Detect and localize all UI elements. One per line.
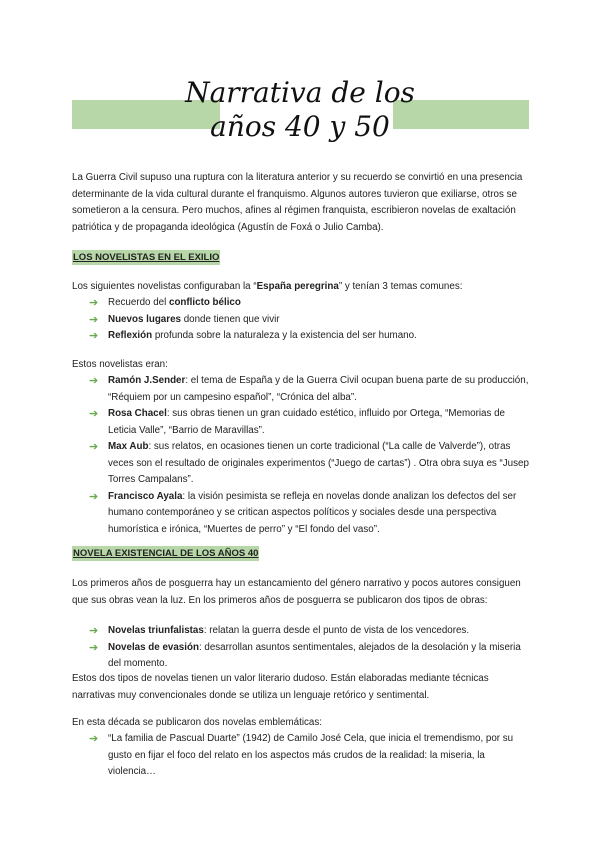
exile-lead-pre: Los siguientes novelistas configuraban la “ bbox=[72, 281, 257, 292]
list-item bbox=[72, 295, 532, 312]
themes-list bbox=[72, 295, 532, 345]
theme-bold: Nuevos lugares bbox=[108, 313, 181, 325]
theme-pre: Recuerdo del bbox=[108, 297, 169, 308]
list-item bbox=[72, 373, 532, 406]
arrow-right-icon: ➔ bbox=[89, 490, 99, 503]
list-item bbox=[72, 731, 532, 781]
arrow-right-icon: ➔ bbox=[89, 733, 99, 745]
section-heading-existential: NOVELA EXISTENCIAL DE LOS AÑOS 40 bbox=[73, 548, 259, 559]
author-text: : el tema de España y de la Guerra Civil ocupan buena parte de su producción, “Réquiem por un campesino español”, “Crónica del alba”. bbox=[108, 375, 529, 403]
page-title bbox=[160, 76, 440, 144]
authors-list bbox=[72, 373, 532, 538]
authors-lead: Estos novelistas eran: bbox=[72, 359, 168, 370]
arrow-right-icon: ➔ bbox=[89, 625, 99, 637]
emblematic-text: “La familia de Pascual Duarte” (1942) de Camilo José Cela, que inicia el tremendismo, por su gusto en fijar el foco del relato en los aspectos más crudos de la realidad: la miseria, la violencia… bbox=[108, 733, 514, 777]
arrow-right-icon: ➔ bbox=[89, 641, 99, 654]
author-text: : sus obras tienen un gran cuidado estético, influido por Ortega, “Memorias de Leticia Valle”, “Barrio de Maravillas”. bbox=[108, 408, 505, 436]
exile-lead-bold: España peregrina bbox=[256, 281, 339, 292]
arrow-right-icon: ➔ bbox=[89, 297, 99, 309]
author-name: Francisco Ayala bbox=[108, 490, 183, 502]
list-item bbox=[72, 439, 532, 489]
theme-post: profunda sobre la naturaleza y la existencia del ser humano. bbox=[152, 330, 417, 341]
arrow-right-icon: ➔ bbox=[89, 330, 99, 342]
existential-lead: Los primeros años de posguerra hay un estancamiento del género narrativo y pocos autores consiguen que sus obras vean la luz. En los primeros años de posguerra se publicaron dos tipos de obras: bbox=[72, 578, 521, 606]
emblematic-list bbox=[72, 731, 532, 781]
type-text: : relatan la guerra desde el punto de vista de los vencedores. bbox=[203, 625, 470, 636]
author-text: : sus relatos, en ocasiones tienen un corte tradicional (“La calle de Valverde”), otras veces son el resultado de originales experimentos (“Juego de cartas”) . Otra obra suya es “Jusep Torres Campalans”. bbox=[108, 441, 529, 485]
theme-bold: Reflexión bbox=[108, 330, 153, 341]
exile-lead-post: ” y tenían 3 temas comunes: bbox=[338, 281, 463, 292]
author-name: Max Aub bbox=[108, 441, 149, 452]
title-line-1: Narrativa de los bbox=[185, 76, 415, 109]
type-bold: Novelas triunfalistas bbox=[108, 625, 204, 636]
list-item bbox=[72, 312, 532, 329]
arrow-right-icon: ➔ bbox=[89, 408, 99, 420]
type-text: : desarrollan asuntos sentimentales, alejados de la desolación y la miseria del momento. bbox=[108, 641, 521, 669]
title-line-2: años 40 y 50 bbox=[210, 110, 390, 143]
intro-paragraph: La Guerra Civil supuso una ruptura con la literatura anterior y su recuerdo se convirtió en una presencia determinante de la vida cultural durante el franquismo. Algunos autores tuvieron que exiliarse, otros se sometieron a la censura. Pero muchos, afines al régimen franquista, escribieron novelas de exaltación patriótica y de propaganda ideológica (Agustín de Foxá o Julio Camba). bbox=[72, 172, 523, 233]
type-bold: Novelas de evasión bbox=[108, 641, 199, 653]
arrow-right-icon: ➔ bbox=[89, 375, 99, 387]
exile-lead bbox=[72, 279, 532, 296]
list-item bbox=[72, 640, 532, 673]
arrow-right-icon: ➔ bbox=[89, 441, 99, 453]
author-name: Ramón J.Sender bbox=[108, 375, 186, 386]
types-list bbox=[72, 623, 532, 673]
theme-post: donde tienen que vivir bbox=[180, 313, 280, 325]
arrow-right-icon: ➔ bbox=[89, 313, 99, 326]
types-after: Estos dos tipos de novelas tienen un valor literario dudoso. Están elaboradas mediante técnicas narrativas muy convencionales donde se utiliza un lenguaje retórico y sentimental. bbox=[72, 673, 489, 701]
section-heading-exile: LOS NOVELISTAS EN EL EXILIO bbox=[73, 252, 220, 263]
author-name: Rosa Chacel bbox=[108, 408, 167, 419]
list-item bbox=[72, 406, 532, 439]
list-item bbox=[72, 623, 532, 640]
author-text: : la visión pesimista se refleja en novelas donde analizan los defectos del ser humano contemporáneo y se critican aspectos políticos y sociales desde una perspectiva humorística e irónica, “Muertes de perro” y “El fondo del vaso”. bbox=[108, 490, 517, 535]
list-item bbox=[72, 328, 532, 345]
list-item bbox=[72, 489, 532, 539]
decade-lead: En esta década se publicaron dos novelas emblemáticas: bbox=[72, 717, 322, 728]
theme-bold: conflicto bélico bbox=[169, 297, 241, 308]
